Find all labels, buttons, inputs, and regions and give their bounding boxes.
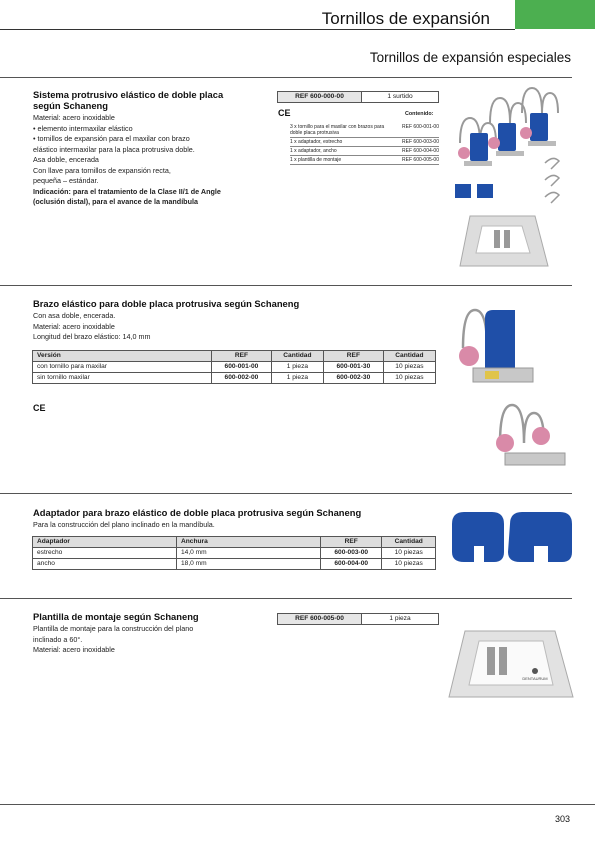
section1-ref-table <box>277 91 439 103</box>
qty-cell: 1 pieza <box>362 614 439 625</box>
list-item: 1 x plantilla de montaje REF 600-005-00 <box>290 157 439 163</box>
qty-cell: 1 surtido <box>362 92 439 103</box>
list-item: 1 x adaptador, estrecho REF 600-003-00 <box>290 139 439 145</box>
section4-description: Plantilla de montaje para la construcción del plano inclinado a 60°. Material: acero inoxidable <box>33 624 194 654</box>
section2-title: Brazo elástico para doble placa protrusiva según Schaneng <box>33 298 300 309</box>
section1-description: Material: acero inoxidable • elemento intermaxilar elástico • tornillos de expansión para el maxilar con brazo elástico intermaxilar para la placa protrusiva doble. Asa doble, encerada Con llave para tornillos de expansión recta, pequeña – estándar. Indicación: para el tratamiento de la Clase II/1 de Angle (oclusión distal), para el avance de la mandíbula <box>33 113 221 206</box>
section1-title: Sistema protrusivo elástico de doble placa según Schaneng <box>33 89 224 111</box>
section3-table: Adaptador Anchura REF Cantidad estrecho 14,0 mm 600-003-00 10 piezas ancho 18,0 mm 600-004-00 10 piezas <box>32 536 436 570</box>
footer-rule <box>0 804 595 805</box>
section-color-tab <box>515 0 595 29</box>
spring-arm-illustration <box>445 298 575 478</box>
kit-illustration <box>450 88 575 276</box>
page-number: 303 <box>555 814 571 824</box>
table-row: sin tornillo maxilar 600-002-00 1 pieza 600-002-30 10 piezas <box>33 373 436 384</box>
ref-cell: REF 600-000-00 <box>278 92 362 103</box>
section-divider <box>0 285 572 286</box>
table-row: estrecho 14,0 mm 600-003-00 10 piezas <box>33 548 436 559</box>
section-divider <box>0 598 572 599</box>
contents-label: Contenido: <box>405 111 434 117</box>
section3-title: Adaptador para brazo elástico de doble placa protrusiva según Schaneng <box>33 507 362 518</box>
section-divider <box>0 77 572 78</box>
page-subtitle: Tornillos de expansión especiales <box>369 50 571 65</box>
table-row: ancho 18,0 mm 600-004-00 10 piezas <box>33 559 436 570</box>
brand-mark: DENTAURUM <box>522 676 548 681</box>
mounting-template-illustration <box>447 625 575 705</box>
adapter-illustration <box>450 510 575 568</box>
ce-mark: CE <box>33 403 46 413</box>
table-row: con tornillo para maxilar 600-001-00 1 pieza 600-001-30 10 piezas <box>33 362 436 373</box>
contents-list <box>290 123 439 165</box>
page-title: Tornillos de expansión <box>321 9 490 28</box>
section2-description: Con asa doble, encerada. Material: acero inoxidable Longitud del brazo elástico: 14,0 mm <box>33 311 151 341</box>
section-divider <box>0 493 572 494</box>
list-item: 3 x tornillo para el maxilar con brazos para doble placa protrusiva REF 600-001-00 <box>290 124 439 136</box>
section4-ref-table <box>277 613 439 625</box>
list-item: 1 x adaptador, ancho REF 600-004-00 <box>290 148 439 154</box>
section3-description: Para la construcción del plano inclinado en la mandíbula. <box>33 520 215 529</box>
section4-title: Plantilla de montaje según Schaneng <box>33 611 199 622</box>
header-rule <box>0 29 515 30</box>
section2-table: Versión REF Cantidad REF Cantidad con tornillo para maxilar 600-001-00 1 pieza 600-001-30 10 piezas sin tornillo maxilar 600-002-00 1 pieza 600-002-30 10 piezas <box>32 350 436 384</box>
ref-cell: REF 600-005-00 <box>278 614 362 625</box>
ce-mark: CE <box>278 108 291 118</box>
